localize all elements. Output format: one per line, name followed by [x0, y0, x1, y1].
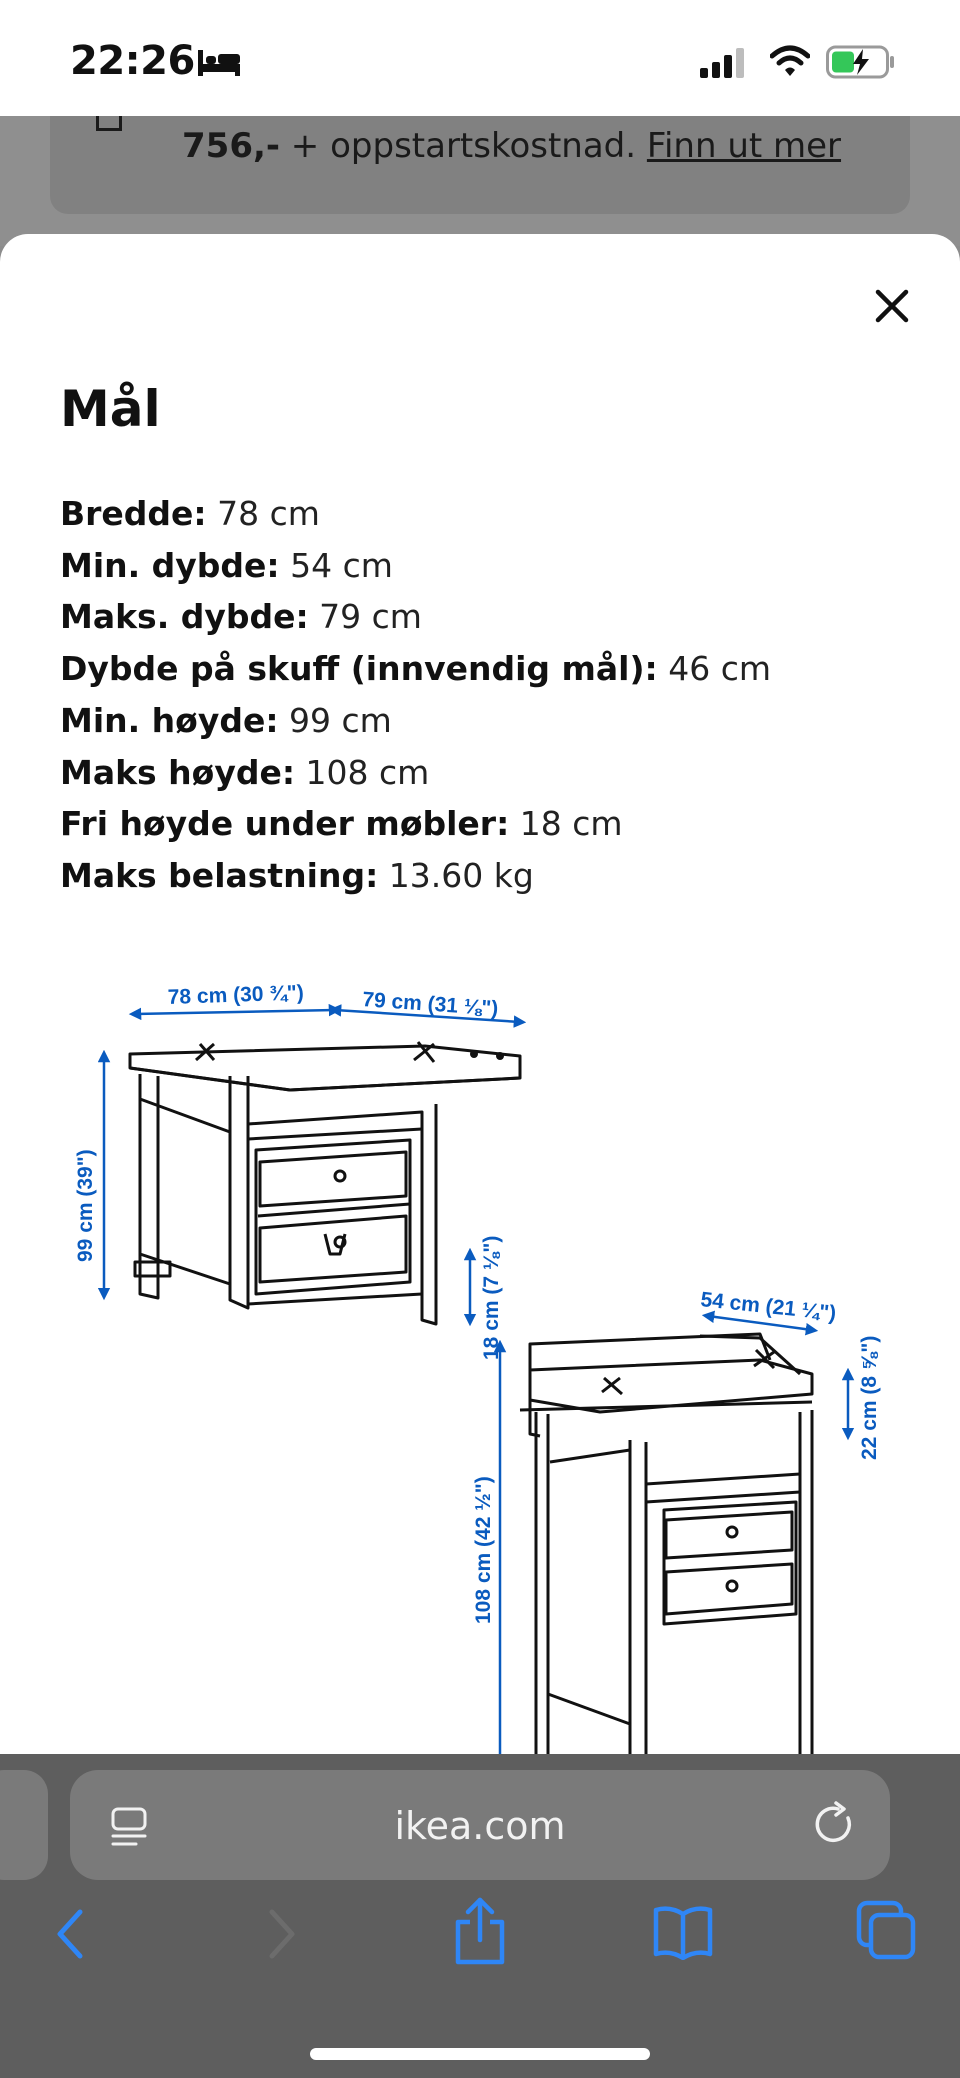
min-depth-dimension-label: 54 cm (21 ¼")	[699, 1288, 838, 1326]
dresser-closed-drawing	[130, 1042, 520, 1324]
spec-value: 54 cm	[279, 545, 393, 585]
forward-icon[interactable]	[262, 1904, 302, 1964]
spec-row	[60, 747, 771, 799]
spec-row	[60, 540, 771, 592]
max-depth-dimension-label: 79 cm (31 ⅛")	[361, 988, 499, 1021]
max-height-dimension-label: 108 cm (42 ½")	[472, 1476, 495, 1624]
home-indicator[interactable]	[310, 2048, 650, 2060]
dresser-rails-up-drawing	[520, 1334, 812, 1754]
spec-label: Min. dybde:	[60, 545, 280, 585]
spec-value: 78 cm	[206, 494, 320, 533]
spec-label: Maks. dybde:	[60, 597, 309, 637]
width-dimension-label: 78 cm (30 ¾")	[167, 981, 305, 1009]
spec-row	[60, 695, 771, 747]
spec-value: 46 cm	[657, 649, 772, 689]
info-marker-icon	[96, 116, 122, 131]
share-icon[interactable]	[452, 1896, 508, 1966]
status-time: 22:26	[70, 38, 195, 84]
clearance-dimension-label: 18 cm (7 ⅛")	[480, 1235, 503, 1360]
sheet-title: Mål	[60, 380, 161, 438]
learn-more-link[interactable]: Finn ut mer	[646, 126, 842, 166]
previous-tab-stub[interactable]	[0, 1770, 48, 1880]
spec-row	[60, 643, 771, 695]
sleep-focus-icon	[196, 48, 242, 78]
address-bar[interactable]	[70, 1770, 890, 1880]
spec-label: Maks høyde:	[60, 752, 296, 792]
spec-row	[60, 488, 771, 540]
dimensions-sheet	[0, 234, 960, 1754]
close-icon[interactable]	[870, 284, 914, 328]
dimension-spec-list	[60, 488, 771, 902]
cellular-signal-icon	[700, 48, 748, 78]
url-domain: ikea.com	[394, 1804, 566, 1848]
spec-label: Bredde:	[60, 494, 207, 533]
dimension-drawing	[0, 964, 960, 1754]
wifi-icon	[770, 44, 810, 78]
spec-row	[60, 850, 771, 902]
bookmarks-icon[interactable]	[652, 1904, 714, 1960]
spec-label: Maks belastning:	[60, 855, 379, 895]
browser-toolbar	[0, 1904, 960, 2004]
spec-value: 79 cm	[308, 597, 422, 637]
background-info-card	[50, 116, 910, 214]
battery-charging-icon	[826, 44, 896, 80]
financing-text	[182, 126, 841, 166]
spec-label: Fri høyde under møbler:	[60, 804, 510, 844]
spec-label: Min. høyde:	[60, 700, 279, 740]
spec-row	[60, 798, 771, 850]
tabs-icon[interactable]	[856, 1900, 916, 1960]
spec-label: Dybde på skuff (innvendig mål):	[60, 649, 658, 689]
rail-height-dimension-label: 22 cm (8 ⅝")	[858, 1335, 881, 1460]
spec-value: 99 cm	[278, 700, 392, 740]
spec-value: 108 cm	[295, 752, 430, 792]
spec-row	[60, 591, 771, 643]
status-bar	[0, 0, 960, 116]
spec-value: 18 cm	[509, 804, 623, 844]
dimension-lines-closed	[104, 1010, 520, 1320]
min-height-dimension-label: 99 cm (39")	[74, 1149, 97, 1262]
browser-bottom-bar	[0, 1754, 960, 2078]
price-suffix: + oppstartskostnad.	[280, 126, 647, 166]
price-amount: 756,-	[182, 126, 280, 166]
back-icon[interactable]	[52, 1904, 92, 1964]
spec-value: 13.60 kg	[378, 855, 534, 895]
reload-icon[interactable]	[812, 1800, 858, 1848]
